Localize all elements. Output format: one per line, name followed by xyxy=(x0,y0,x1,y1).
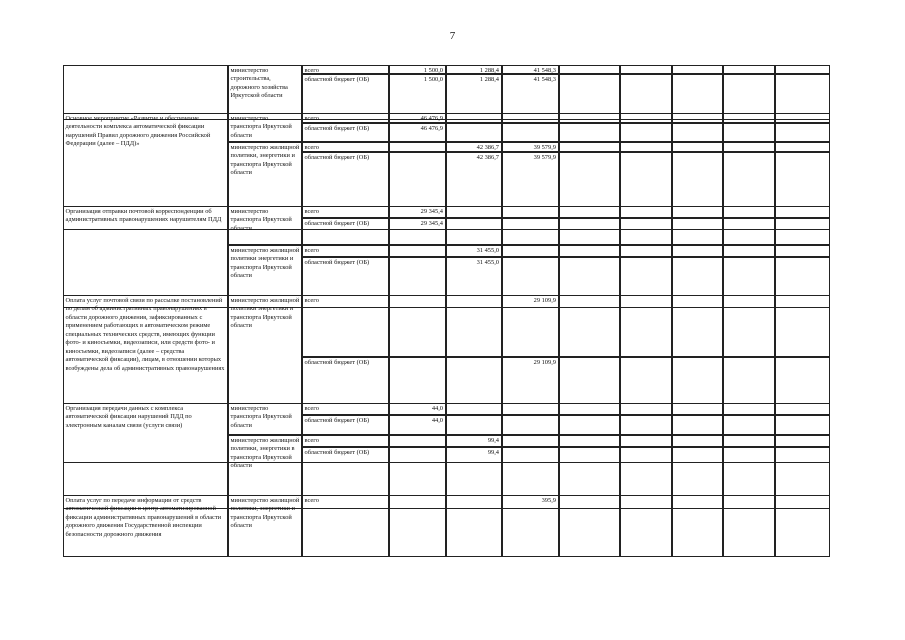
empty-cell xyxy=(775,435,830,447)
empty-cell xyxy=(723,495,775,557)
empty-cell xyxy=(672,295,723,357)
value-cell: 39 579,9 xyxy=(502,142,559,152)
funding-source-cell: областной бюджет (ОБ) xyxy=(302,415,389,435)
activity-cell: Оплата услуг почтовой связи по рассылке постановлений по делам об административных правонарушениях в области дорожного движения, зафиксированных с применением работающих в автоматическом режиме специальных технических средств, имеющих функции фото- и киносъемки, видеозаписи, или средств фото- и киносъемки, видеозаписи (далее – средства автоматической фиксации), лицам, в отношении которых возбуждены дела об административных правонарушениях xyxy=(63,295,228,463)
value-cell xyxy=(502,113,559,123)
empty-cell xyxy=(672,495,723,557)
empty-cell xyxy=(672,113,723,123)
value-cell xyxy=(446,295,502,357)
executor-cell: министерство транспорта Иркутской области xyxy=(228,206,302,245)
value-cell: 41 548,3 xyxy=(502,65,559,74)
empty-cell xyxy=(620,142,672,152)
value-cell: 29 109,9 xyxy=(502,357,559,463)
empty-cell xyxy=(559,123,620,142)
empty-cell xyxy=(775,123,830,142)
empty-cell xyxy=(775,495,830,557)
empty-cell xyxy=(672,206,723,218)
activity-cell: Организация отправки почтовой корреспонденции об административных правонарушениях нарушителям ПДД xyxy=(63,206,228,308)
value-cell xyxy=(502,435,559,447)
empty-cell xyxy=(559,206,620,218)
executor-cell: министерство жилищной политики, энергетики и транспорта Иркутской области xyxy=(228,495,302,557)
funding-source-cell: областной бюджет (ОБ) xyxy=(302,257,389,308)
empty-cell xyxy=(775,65,830,74)
executor-cell: министерство транспорта Иркутской области xyxy=(228,113,302,142)
funding-source-cell: областной бюджет (ОБ) xyxy=(302,74,389,120)
value-cell xyxy=(446,495,502,557)
value-cell: 46 476,9 xyxy=(389,113,446,123)
value-cell xyxy=(389,295,446,357)
value-cell: 1 288,4 xyxy=(446,74,502,120)
empty-cell xyxy=(672,65,723,74)
empty-cell xyxy=(559,495,620,557)
funding-source-cell: всего xyxy=(302,65,389,74)
empty-cell xyxy=(620,113,672,123)
value-cell xyxy=(389,435,446,447)
empty-cell xyxy=(559,435,620,447)
value-cell: 29 345,4 xyxy=(389,218,446,245)
empty-cell xyxy=(723,65,775,74)
empty-cell xyxy=(672,142,723,152)
activity-cell: Оплата услуг по передаче информации от средств автоматической фиксации в центр автоматизированной фиксации административных правонарушений в области дорожного движения Государственной инспекции безопасности дорожного движения xyxy=(63,495,228,557)
value-cell: 31 455,0 xyxy=(446,257,502,308)
empty-cell xyxy=(620,403,672,415)
funding-source-cell: всего xyxy=(302,142,389,152)
empty-cell xyxy=(672,245,723,257)
empty-cell xyxy=(559,142,620,152)
empty-cell xyxy=(559,65,620,74)
activity-cell xyxy=(63,65,228,120)
funding-source-cell: всего xyxy=(302,435,389,447)
empty-cell xyxy=(559,113,620,123)
value-cell: 1 288,4 xyxy=(446,65,502,74)
empty-cell xyxy=(672,218,723,245)
empty-cell xyxy=(672,123,723,142)
empty-cell xyxy=(559,245,620,257)
empty-cell xyxy=(775,142,830,152)
empty-cell xyxy=(672,403,723,415)
empty-cell xyxy=(620,206,672,218)
value-cell: 99,4 xyxy=(446,435,502,447)
value-cell: 29 109,9 xyxy=(502,295,559,357)
value-cell xyxy=(446,206,502,218)
funding-source-cell: областной бюджет (ОБ) xyxy=(302,357,389,463)
value-cell: 42 386,7 xyxy=(446,142,502,152)
executor-cell: министерство транспорта Иркутской области xyxy=(228,403,302,435)
empty-cell xyxy=(620,295,672,357)
funding-source-cell: областной бюджет (ОБ) xyxy=(302,218,389,245)
empty-cell xyxy=(775,403,830,415)
value-cell xyxy=(502,123,559,142)
empty-cell xyxy=(723,206,775,218)
empty-cell xyxy=(620,495,672,557)
empty-cell xyxy=(775,218,830,245)
value-cell: 41 548,3 xyxy=(502,74,559,120)
empty-cell xyxy=(775,113,830,123)
value-cell: 44,0 xyxy=(389,403,446,415)
value-cell: 39 579,9 xyxy=(502,152,559,230)
value-cell xyxy=(389,495,446,557)
funding-source-cell: всего xyxy=(302,206,389,218)
value-cell xyxy=(502,206,559,218)
empty-cell xyxy=(672,415,723,435)
value-cell xyxy=(389,245,446,257)
value-cell: 46 476,9 xyxy=(389,123,446,142)
empty-cell xyxy=(775,415,830,435)
value-cell xyxy=(446,218,502,245)
page-number: 7 xyxy=(449,30,456,42)
value-cell: 42 386,7 xyxy=(446,152,502,230)
empty-cell xyxy=(723,245,775,257)
empty-cell xyxy=(620,123,672,142)
executor-cell: министерство жилищной политики, энергетики и транспорта Иркутской области xyxy=(228,142,302,230)
value-cell: 1 500,0 xyxy=(389,65,446,74)
value-cell xyxy=(502,415,559,435)
empty-cell xyxy=(559,295,620,357)
executor-cell: министерство жилищной политики энергетики и транспорта Иркутской области xyxy=(228,245,302,308)
value-cell xyxy=(446,113,502,123)
empty-cell xyxy=(723,415,775,435)
value-cell xyxy=(446,403,502,415)
value-cell xyxy=(502,245,559,257)
funding-source-cell: всего xyxy=(302,245,389,257)
empty-cell xyxy=(620,435,672,447)
value-cell: 1 500,0 xyxy=(389,74,446,120)
value-cell xyxy=(502,403,559,415)
value-cell: 395,9 xyxy=(502,495,559,557)
funding-source-cell: всего xyxy=(302,113,389,123)
empty-cell xyxy=(723,113,775,123)
empty-cell xyxy=(723,403,775,415)
executor-cell: министерство жилищной политики энергетики и транспорта Иркутской области xyxy=(228,295,302,463)
empty-cell xyxy=(559,415,620,435)
empty-cell xyxy=(672,435,723,447)
activity-cell: Организация передачи данных с комплекса автоматической фиксации нарушений ПДД по электронным каналам связи (услуги связи) xyxy=(63,403,228,509)
value-cell xyxy=(446,123,502,142)
funding-source-cell: областной бюджет (ОБ) xyxy=(302,152,389,230)
empty-cell xyxy=(775,295,830,357)
empty-cell xyxy=(723,123,775,142)
executor-cell: министерство строительства, дорожного хозяйства Иркутской области xyxy=(228,65,302,120)
empty-cell xyxy=(775,245,830,257)
funding-source-cell: всего xyxy=(302,403,389,415)
activity-cell: Основное мероприятие «Развитие и обеспечение деятельности комплекса автоматической фиксации нарушений Правил дорожного движения Российской Федерации (далее – ПДД)» xyxy=(63,113,228,230)
empty-cell xyxy=(723,218,775,245)
empty-cell xyxy=(559,218,620,245)
value-cell: 99,4 xyxy=(446,447,502,509)
funding-source-cell: всего xyxy=(302,295,389,357)
empty-cell xyxy=(559,403,620,415)
executor-cell: министерство жилищной политики, энергетики в транспорта Иркутской области xyxy=(228,435,302,509)
empty-cell xyxy=(620,245,672,257)
empty-cell xyxy=(775,206,830,218)
value-cell: 31 455,0 xyxy=(446,245,502,257)
empty-cell xyxy=(723,435,775,447)
value-cell xyxy=(446,415,502,435)
value-cell: 44,0 xyxy=(389,415,446,435)
value-cell xyxy=(389,142,446,152)
funding-source-cell: областной бюджет (ОБ) xyxy=(302,447,389,509)
value-cell xyxy=(502,218,559,245)
empty-cell xyxy=(723,295,775,357)
empty-cell xyxy=(620,65,672,74)
empty-cell xyxy=(723,142,775,152)
empty-cell xyxy=(620,218,672,245)
value-cell: 29 345,4 xyxy=(389,206,446,218)
empty-cell xyxy=(620,415,672,435)
funding-source-cell: областной бюджет (ОБ) xyxy=(302,123,389,142)
funding-source-cell: всего xyxy=(302,495,389,557)
